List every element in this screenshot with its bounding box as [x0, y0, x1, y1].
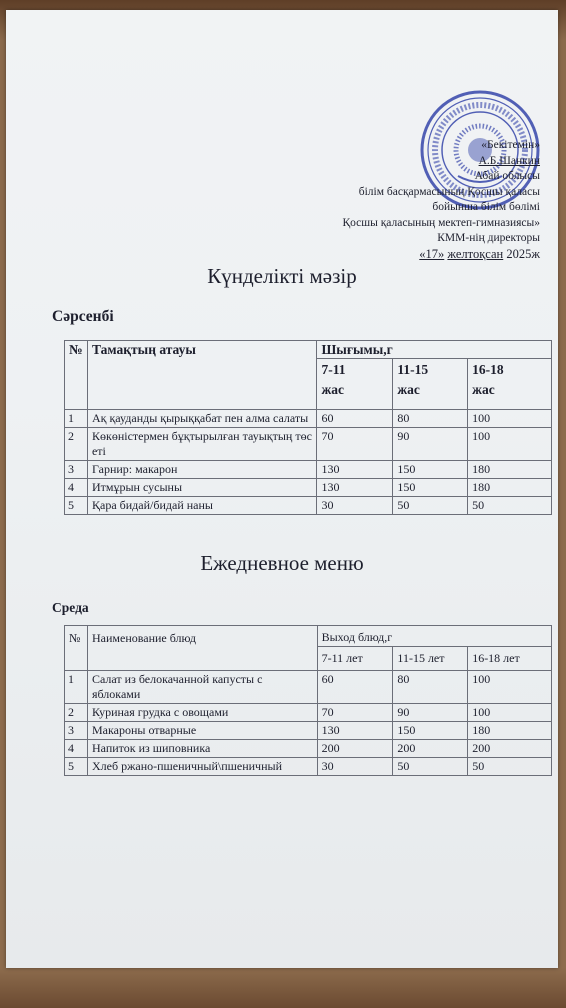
- date-day: «17»: [419, 246, 445, 261]
- dish-name: Напиток из шиповника: [87, 740, 317, 758]
- dish-name: Гарнир: макарон: [87, 461, 316, 479]
- yield-7-11: 30: [317, 758, 393, 776]
- yield-11-15: 150: [393, 479, 468, 497]
- dish-name: Қара бидай/бидай наны: [87, 497, 316, 515]
- age-group-cell: [317, 359, 393, 410]
- dish-name: Макароны отварные: [87, 722, 317, 740]
- age-range: 16-18: [472, 362, 504, 377]
- yield-11-15: 90: [393, 428, 468, 461]
- row-number: 5: [65, 758, 88, 776]
- table-row: [65, 428, 552, 461]
- table-row: [65, 722, 552, 740]
- row-number: 1: [65, 410, 88, 428]
- row-number: 3: [65, 722, 88, 740]
- yield-16-18: 100: [468, 704, 552, 722]
- yield-16-18: 100: [468, 671, 552, 704]
- header-yield: Шығымы,г: [317, 341, 552, 359]
- header-number: №: [65, 341, 88, 410]
- ru-day-label: Среда: [52, 600, 89, 615]
- table-row: [65, 758, 552, 776]
- header-dish-name: Наименование блюд: [87, 626, 317, 671]
- row-number: 1: [65, 671, 88, 704]
- table-row: [65, 410, 552, 428]
- yield-11-15: 200: [393, 740, 468, 758]
- row-number: 5: [65, 497, 88, 515]
- dish-name: Салат из белокачанной капусты с яблоками: [87, 671, 317, 704]
- yield-11-15: 50: [393, 758, 468, 776]
- yield-11-15: 150: [393, 461, 468, 479]
- table-header-row: [65, 341, 552, 359]
- age-group-cell: 7-11 лет: [317, 647, 393, 671]
- age-range: 11-15: [397, 362, 429, 377]
- header-dish-name: Тамақтың атауы: [87, 341, 316, 410]
- date-year: 2025ж: [506, 246, 540, 261]
- age-unit: жас: [321, 382, 344, 397]
- yield-11-15: 80: [393, 410, 468, 428]
- yield-7-11: 130: [317, 722, 393, 740]
- yield-16-18: 50: [468, 758, 552, 776]
- dish-name: Ақ қауданды қырыққабат пен алма салаты: [87, 410, 316, 428]
- dish-name: Көкөністермен бұқтырылған тауықтың төс еті: [87, 428, 316, 461]
- approval-department: білім басқармасының Қосшы қаласы: [358, 185, 540, 198]
- yield-16-18: 100: [468, 428, 552, 461]
- yield-7-11: 200: [317, 740, 393, 758]
- yield-7-11: 70: [317, 428, 393, 461]
- approval-region: Абай облысы: [474, 170, 540, 182]
- date-month: желтоқсан: [447, 246, 504, 261]
- yield-11-15: 150: [393, 722, 468, 740]
- row-number: 2: [65, 428, 88, 461]
- row-number: 4: [65, 479, 88, 497]
- row-number: 3: [65, 461, 88, 479]
- age-group-cell: 11-15 лет: [393, 647, 468, 671]
- header-number: №: [65, 626, 88, 671]
- table-row: [65, 671, 552, 704]
- age-group-cell: [468, 359, 552, 410]
- row-number: 2: [65, 704, 88, 722]
- age-group-cell: [393, 359, 468, 410]
- kz-menu-table: [64, 340, 552, 515]
- ru-menu-title: Ежедневное меню: [200, 551, 364, 575]
- yield-11-15: 50: [393, 497, 468, 515]
- table-row: [65, 479, 552, 497]
- age-range: 7-11: [321, 362, 346, 377]
- table-row: [65, 497, 552, 515]
- yield-7-11: 60: [317, 671, 393, 704]
- yield-16-18: 200: [468, 740, 552, 758]
- dish-name: Куриная грудка с овощами: [87, 704, 317, 722]
- header-yield: Выход блюд,г: [317, 626, 551, 647]
- yield-7-11: 60: [317, 410, 393, 428]
- dish-name: Итмұрын сусыны: [87, 479, 316, 497]
- age-group-cell: 16-18 лет: [468, 647, 552, 671]
- table-row: [65, 461, 552, 479]
- approval-department-2: бойынша білім бөлімі: [432, 201, 540, 213]
- yield-16-18: 180: [468, 479, 552, 497]
- age-unit: жас: [472, 382, 495, 397]
- yield-11-15: 90: [393, 704, 468, 722]
- approval-school: Қосшы қаласының мектеп-гимназиясы»: [342, 216, 540, 229]
- yield-16-18: 180: [468, 461, 552, 479]
- age-unit: жас: [397, 382, 420, 397]
- yield-7-11: 130: [317, 461, 393, 479]
- yield-7-11: 30: [317, 497, 393, 515]
- dish-name: Хлеб ржано-пшеничный\пшеничный: [87, 758, 317, 776]
- yield-7-11: 70: [317, 704, 393, 722]
- row-number: 4: [65, 740, 88, 758]
- approval-date: [270, 247, 540, 263]
- table-header-row: [65, 626, 552, 647]
- yield-16-18: 180: [468, 722, 552, 740]
- yield-11-15: 80: [393, 671, 468, 704]
- approval-position: КММ-нің директоры: [437, 232, 540, 244]
- director-signature-name: А.Б.Шанкин: [478, 154, 540, 167]
- table-row: [65, 704, 552, 722]
- yield-16-18: 50: [468, 497, 552, 515]
- approval-heading: «Бекітемін»: [481, 139, 540, 151]
- approval-block: [270, 138, 540, 262]
- kz-menu-title: Күнделікті мәзір: [207, 264, 357, 288]
- table-row: [65, 740, 552, 758]
- kz-day-label: Сәрсенбі: [52, 308, 114, 325]
- menu-document: [6, 10, 558, 968]
- ru-menu-table: [64, 625, 552, 776]
- yield-7-11: 130: [317, 479, 393, 497]
- yield-16-18: 100: [468, 410, 552, 428]
